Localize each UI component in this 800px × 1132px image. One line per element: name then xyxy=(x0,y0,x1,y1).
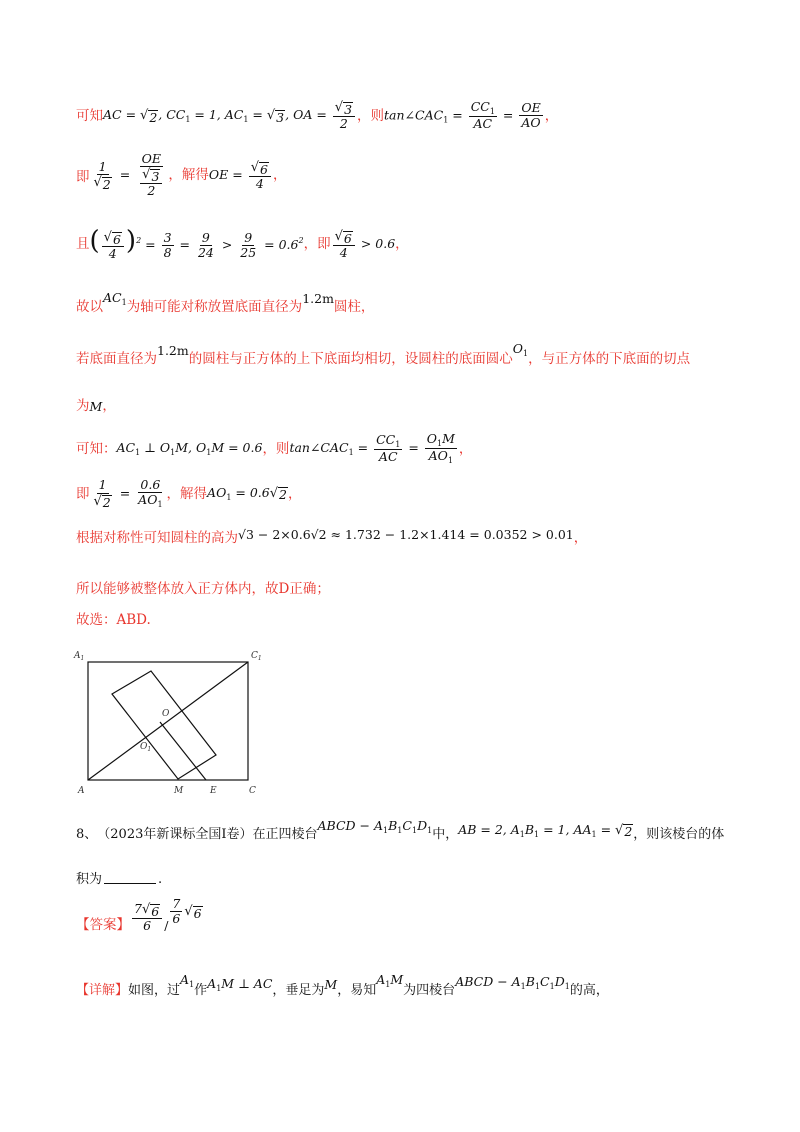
label-c: C xyxy=(249,786,256,796)
math-l8-ao: $AO_1 = 0.6$ √ 2 xyxy=(207,484,287,503)
label-c1: $C_1$ xyxy=(251,651,262,662)
detail-line: 【详解】 如图，过 $A_1$ 作 $A_1M$ ⊥ AC ，垂足为 M ，易知 $A_1M$ 为四棱台 ABCD − $A_1B_1C_1D_1$ 的高， xyxy=(76,972,609,998)
line-10: 所以能够被整体放入正方体内，故D正确； xyxy=(76,581,330,597)
math-l8: 1 √ 2 = $\frac{0.6}{AO_1}$ xyxy=(93,477,163,511)
label-o: O xyxy=(162,709,170,719)
line-4: 故以 $AC_1$ 为轴可能对称放置底面直径为 1.2m 圆柱， xyxy=(76,290,375,315)
math-l7: $AC_1$ ⊥ $O_1M$, $O_1M = 0.6$ xyxy=(116,439,263,457)
line-7: 可知： $AC_1$ ⊥ $O_1M$, $O_1M = 0.6$ ，则 $\tan\angle CAC_1$ = $\frac{CC_1}{AC}$ = $\frac{O_1M}{AO_1}$ ， xyxy=(76,431,473,466)
math-l9: √3 − 2×0.6√2 ≈ 1.732 − 1.2×1.414 = 0.0352 > 0.01 xyxy=(238,526,574,542)
segment-oe xyxy=(160,722,206,780)
math-l2: 1 √ 2 = OE √ 3 2 xyxy=(93,151,161,199)
line-8: 即 1 √ 2 = $\frac{0.6}{AO_1}$ ，解得 $AO_1 = 0.6$ √ 2 ， xyxy=(76,477,302,511)
math-l3: ( √ 6 4 )$^2$ = $\frac{3}{8}$ = $\frac{9}{24}$ > $\frac{9}{25}$ = $0.6^2$ xyxy=(89,226,304,261)
label-e: E xyxy=(210,786,217,796)
label-o1: $O_1$ xyxy=(140,742,152,753)
answer-value: 7 √ 6 6 xyxy=(130,902,164,933)
diagonal-ac1 xyxy=(88,662,248,780)
math-l2-oe: OE = √ 6 4 xyxy=(209,160,273,191)
label-a1: $A_1$ xyxy=(74,651,85,662)
line-1: 可知 AC = √ 2 , $CC_1 = 1$, $AC_1$ = √ 3 , OA = √ 3 2 ， 则 $\tan\angle CAC_1$ = $\frac{CC_1}{AC}$ = $\frac{OE}{AO}$ ， xyxy=(76,99,559,132)
math-l1-tan: $\tan\angle CAC_1$ = $\frac{CC_1}{AC}$ = $\frac{OE}{AO}$ xyxy=(384,99,541,132)
math-frustum: ABCD − $A_1B_1C_1D_1$ xyxy=(317,818,433,835)
cylinder-section xyxy=(112,671,216,779)
math-cond: AB = 2, $A_1B_1 = 1$, $AA_1$ = √ 2 xyxy=(458,822,633,840)
math-l3-b: √ 6 4 > 0.6 xyxy=(334,228,396,260)
answer-line: 【答案】 7 √ 6 6 / $\frac{7}{6}$ √ 6 xyxy=(76,895,202,934)
line-9: 根据对称性可知圆柱的高为 √3 − 2×0.6√2 ≈ 1.732 − 1.2×1.414 = 0.0352 > 0.01 ， xyxy=(76,526,588,546)
label-a: A xyxy=(78,786,85,796)
label-m: M xyxy=(174,786,184,796)
line-3: 且 ( √ 6 4 )$^2$ = $\frac{3}{8}$ = $\frac{9}{24}$ > $\frac{9}{25}$ = $0.6^2$ ，即 √ 6 4 > 0.6 ， xyxy=(76,226,409,261)
q8-line-1: 8、 （2023年新课标全国Ⅰ卷） 在正四棱台 ABCD − $A_1B_1C_1D_1$ 中， AB = 2, $A_1B_1 = 1$, $AA_1$ = √ 2 ，则该棱台的体 xyxy=(76,818,725,842)
math-l7-tan: $\tan\angle CAC_1$ = $\frac{CC_1}{AC}$ = $\frac{O_1M}{AO_1}$ xyxy=(289,431,455,466)
line-6: 为 M ， xyxy=(76,398,116,414)
geometry-figure xyxy=(70,645,270,797)
line-11: 故选：ABD. xyxy=(76,612,151,628)
line-5: 若底面直径为 1.2m 的圆柱与正方体的上下底面均相切，设圆柱的底面圆心 $O_1$ ，与正方体的下底面的切点 xyxy=(76,341,691,367)
line-2: 即 1 √ 2 = OE √ 3 2 ，解得 OE = √ 6 4 ， xyxy=(76,151,287,199)
answer-blank xyxy=(104,883,156,884)
q8-line-2: 积为 . xyxy=(76,872,163,887)
math-l1: AC = √ 2 , $CC_1 = 1$, $AC_1$ = √ 3 , OA = √ 3 2 xyxy=(103,100,357,131)
